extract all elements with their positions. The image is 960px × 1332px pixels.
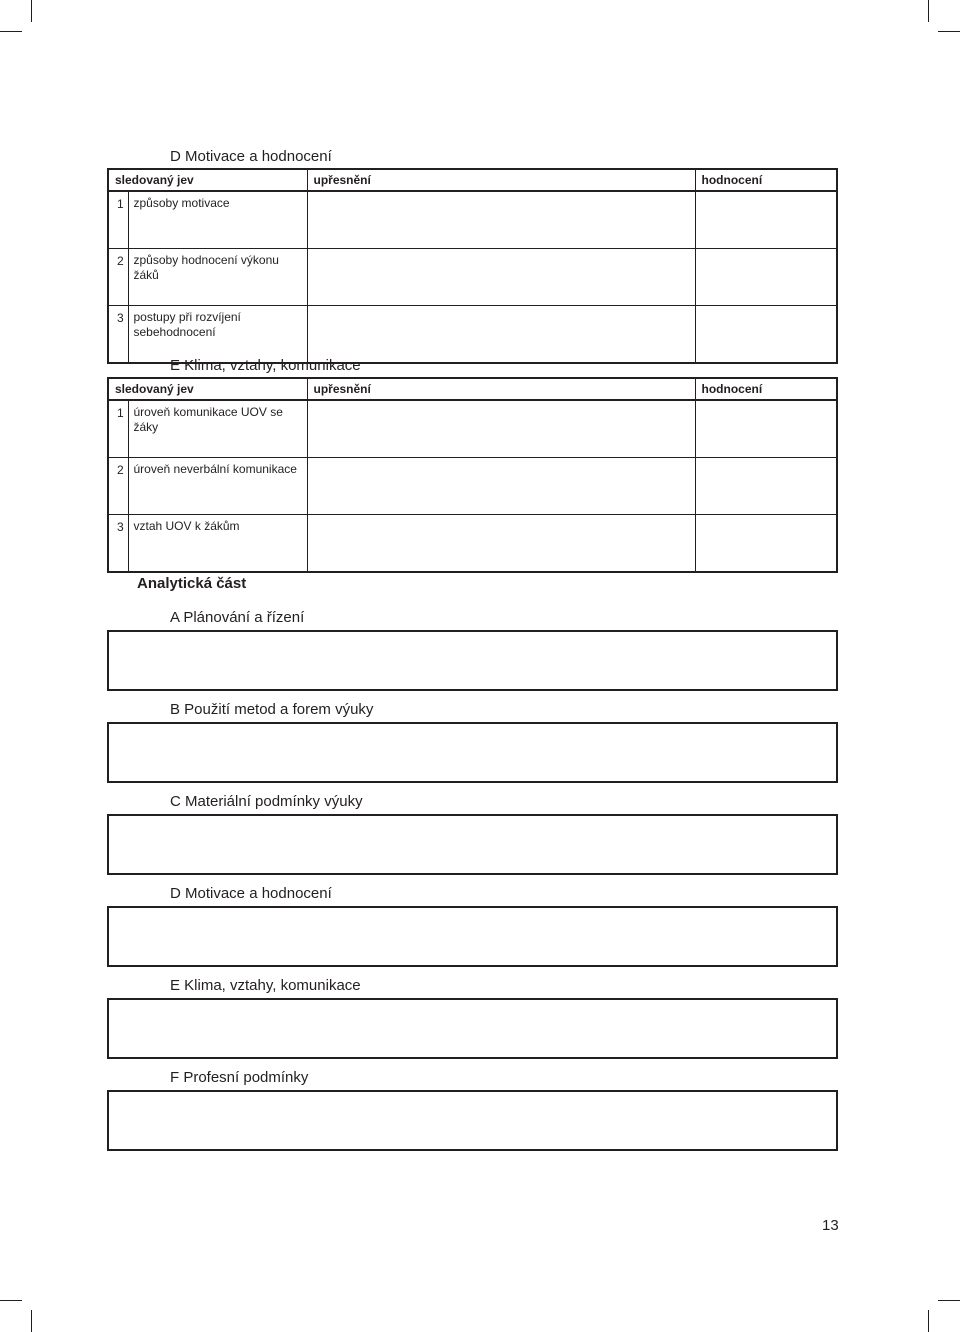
analytic-section-title-e: E Klima, vztahy, komunikace: [170, 977, 361, 994]
crop-mark: [0, 1300, 22, 1301]
evaluation-cell[interactable]: [695, 515, 837, 573]
table-row: [108, 191, 837, 249]
header-specification: upřesnění: [307, 378, 695, 400]
table-row: [108, 458, 837, 515]
header-specification: upřesnění: [307, 169, 695, 191]
row-phenomenon: způsoby motivace: [128, 191, 307, 249]
table-row: [108, 306, 837, 364]
table-row: [108, 515, 837, 573]
row-phenomenon: postupy při rozvíjení sebehodnocení: [128, 306, 307, 364]
crop-mark: [31, 1310, 32, 1332]
header-observed-phenomenon: sledovaný jev: [108, 378, 307, 400]
crop-mark: [31, 0, 32, 22]
analytic-section-title-a: A Plánování a řízení: [170, 609, 305, 626]
specification-cell[interactable]: [307, 191, 695, 249]
crop-mark: [938, 31, 960, 32]
analytic-part-title: Analytická část: [137, 575, 247, 592]
analytic-box-e[interactable]: [107, 998, 838, 1059]
crop-mark: [0, 31, 22, 32]
evaluation-cell[interactable]: [695, 191, 837, 249]
specification-cell[interactable]: [307, 400, 695, 458]
analytic-box-d[interactable]: [107, 906, 838, 967]
header-evaluation: hodnocení: [695, 169, 837, 191]
specification-cell[interactable]: [307, 249, 695, 306]
table-header-row: [108, 378, 837, 400]
table-row: [108, 400, 837, 458]
table-header-row: [108, 169, 837, 191]
analytic-section-title-f: F Profesní podmínky: [170, 1069, 309, 1086]
analytic-section-title-d: D Motivace a hodnocení: [170, 885, 332, 902]
row-phenomenon: úroveň neverbální komunikace: [128, 458, 307, 515]
section-title-e: E Klima, vztahy, komunikace: [170, 357, 361, 374]
evaluation-cell[interactable]: [695, 458, 837, 515]
specification-cell[interactable]: [307, 458, 695, 515]
page-number: 13: [822, 1217, 839, 1234]
section-title-d: D Motivace a hodnocení: [170, 148, 332, 165]
evaluation-cell[interactable]: [695, 249, 837, 306]
evaluation-cell[interactable]: [695, 400, 837, 458]
analytic-box-f[interactable]: [107, 1090, 838, 1151]
crop-mark: [938, 1300, 960, 1301]
evaluation-cell[interactable]: [695, 306, 837, 364]
row-phenomenon: vztah UOV k žákům: [128, 515, 307, 573]
observation-table-climate: [107, 377, 838, 573]
row-number: 1: [108, 191, 128, 249]
row-number: 3: [108, 306, 128, 364]
specification-cell[interactable]: [307, 515, 695, 573]
row-number: 1: [108, 400, 128, 458]
analytic-box-c[interactable]: [107, 814, 838, 875]
observation-table-motivation: [107, 168, 838, 364]
crop-mark: [928, 1310, 929, 1332]
row-number: 2: [108, 458, 128, 515]
header-evaluation: hodnocení: [695, 378, 837, 400]
row-phenomenon: způsoby hodnocení výkonu žáků: [128, 249, 307, 306]
analytic-box-b[interactable]: [107, 722, 838, 783]
analytic-section-title-c: C Materiální podmínky výuky: [170, 793, 363, 810]
analytic-box-a[interactable]: [107, 630, 838, 691]
crop-mark: [928, 0, 929, 22]
header-observed-phenomenon: sledovaný jev: [108, 169, 307, 191]
analytic-section-title-b: B Použití metod a forem výuky: [170, 701, 374, 718]
row-number: 2: [108, 249, 128, 306]
table-row: [108, 249, 837, 306]
specification-cell[interactable]: [307, 306, 695, 364]
row-phenomenon: úroveň komunikace UOV se žáky: [128, 400, 307, 458]
row-number: 3: [108, 515, 128, 573]
